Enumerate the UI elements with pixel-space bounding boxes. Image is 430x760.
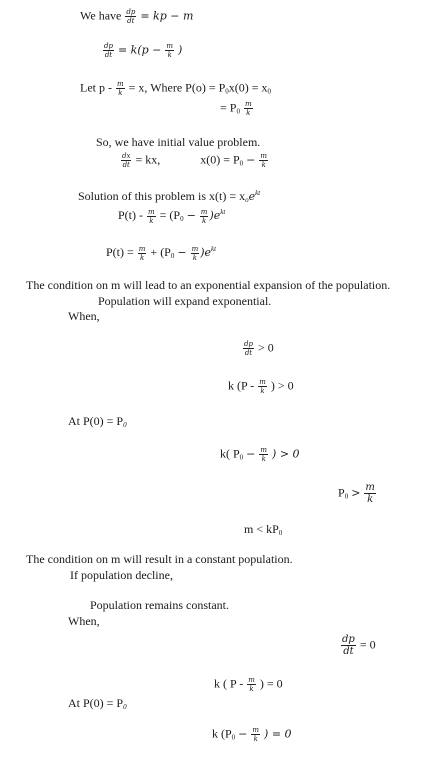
- text: At P(0) = P: [68, 696, 124, 710]
- superscript: kt: [211, 245, 217, 253]
- math-text: −: [246, 447, 256, 461]
- fraction: $\frac{dp}{dt}$: [104, 42, 113, 59]
- math-text: −: [177, 246, 187, 259]
- text-condition-expansion: The condition on m will lead to an exponential expansion of the population.: [26, 278, 391, 292]
- text-ivp: So, we have initial value problem.: [96, 135, 261, 149]
- text: = x, Where P(o) = P: [128, 80, 226, 95]
- subscript: 0: [239, 159, 244, 168]
- subscript: 0: [170, 252, 175, 260]
- text: We have: [80, 8, 122, 23]
- math-text: )e: [200, 246, 212, 259]
- superscript: kt: [220, 208, 226, 216]
- subscript: 0: [267, 87, 272, 96]
- text: At P(0) = P: [68, 414, 124, 428]
- fraction: $\frac{m}{k}$: [200, 207, 208, 225]
- subscript: 0: [231, 733, 236, 742]
- fraction: $\frac{dx}{dt}$: [122, 152, 131, 169]
- equation-pt-minus: [118, 205, 225, 226]
- text-condition-constant: The condition on m will result in a constant population.: [26, 552, 293, 566]
- fraction: $\frac{dp}{dt}$: [342, 634, 355, 657]
- fraction: $\frac{m}{k}$: [365, 482, 375, 505]
- subscript: 0: [278, 529, 283, 537]
- math-text: ) > 0: [272, 447, 300, 461]
- text: m < kP: [244, 522, 279, 536]
- equation-pt: [106, 242, 216, 263]
- equation-p0-greater: [338, 482, 377, 505]
- text: ) > 0: [270, 378, 294, 393]
- text: Let p -: [80, 80, 112, 95]
- text: Solution of this problem is x(t) = x: [78, 189, 246, 203]
- text: k (P: [212, 726, 232, 741]
- math-text: = k(p −: [117, 43, 162, 57]
- equation-m-less: [244, 522, 282, 540]
- equation-ivp: [120, 152, 269, 170]
- text: = (P: [159, 208, 181, 222]
- text-remains: Population remains constant.: [90, 598, 229, 612]
- equation-dpdt-zero: [340, 634, 376, 657]
- equation-kp-zero: [214, 676, 283, 693]
- subscript: 0: [344, 492, 349, 501]
- text: P(t) -: [118, 208, 143, 222]
- text: > 0: [257, 340, 274, 355]
- text-at-p0: [68, 414, 127, 432]
- fraction: $\frac{m}{k}$: [244, 100, 252, 117]
- math-text: ): [178, 43, 183, 57]
- math-text: = kp − m: [140, 9, 194, 23]
- math-text: >: [351, 486, 361, 500]
- equation-substitution: [80, 80, 271, 98]
- text: x(0) = P: [200, 152, 240, 167]
- subscript: 0: [123, 703, 127, 711]
- subscript: o: [245, 196, 249, 204]
- math-text: −: [238, 727, 248, 741]
- text: = P: [220, 100, 237, 115]
- subscript: 0: [180, 215, 184, 223]
- equation-dp-dt: [102, 42, 182, 59]
- fraction: $\frac{m}{k}$: [117, 80, 124, 97]
- subscript: 0: [225, 87, 229, 96]
- fraction: $\frac{dp}{dt}$: [244, 340, 253, 357]
- text: = kx,: [135, 152, 161, 167]
- superscript: kt: [255, 189, 261, 197]
- text: = 0: [359, 637, 376, 652]
- text: x(0) = x: [228, 80, 268, 95]
- text-solution: [78, 186, 260, 207]
- text-when: When,: [68, 309, 100, 323]
- text-at-p0-2: [68, 696, 127, 714]
- text: P(t) =: [106, 245, 134, 259]
- fraction: $\frac{m}{k}$: [138, 244, 146, 262]
- fraction: $\frac{m}{k}$: [191, 244, 199, 262]
- math-text: )e: [209, 209, 221, 222]
- fraction: $\frac{m}{k}$: [148, 207, 155, 225]
- fraction: $\frac{m}{k}$: [252, 726, 260, 743]
- text: P: [338, 485, 345, 500]
- text-decline: If population decline,: [70, 568, 173, 582]
- text: ) = 0: [259, 676, 283, 691]
- subscript: 0: [236, 107, 240, 116]
- math-text: −: [246, 153, 256, 167]
- equation-kp0-positive: [220, 446, 300, 464]
- math-text: e: [248, 190, 256, 203]
- fraction: $\frac{m}{k}$: [260, 446, 268, 463]
- math-text: ) = 0: [264, 727, 292, 741]
- fraction: $\frac{m}{k}$: [248, 676, 255, 693]
- text: k( P: [220, 446, 240, 461]
- equation-we-have: [80, 8, 193, 25]
- math-text: −: [186, 209, 196, 222]
- text: + (P: [150, 245, 171, 259]
- equation-dpdt-positive: [242, 340, 274, 357]
- fraction: $\frac{m}{k}$: [259, 378, 266, 395]
- text: k (P -: [228, 378, 255, 393]
- text: k ( P -: [214, 676, 244, 691]
- text-when-2: When,: [68, 614, 100, 628]
- subscript: 0: [123, 421, 127, 429]
- text-expand: Population will expand exponential.: [98, 294, 272, 308]
- fraction: $\frac{m}{k}$: [166, 42, 174, 59]
- fraction: $\frac{m}{k}$: [260, 152, 268, 169]
- equation-initial: [220, 100, 254, 118]
- fraction: $\frac{dp}{dt}$: [126, 8, 136, 25]
- equation-kp0-zero: [212, 726, 292, 744]
- subscript: 0: [239, 453, 244, 462]
- equation-kp-positive: [228, 378, 294, 395]
